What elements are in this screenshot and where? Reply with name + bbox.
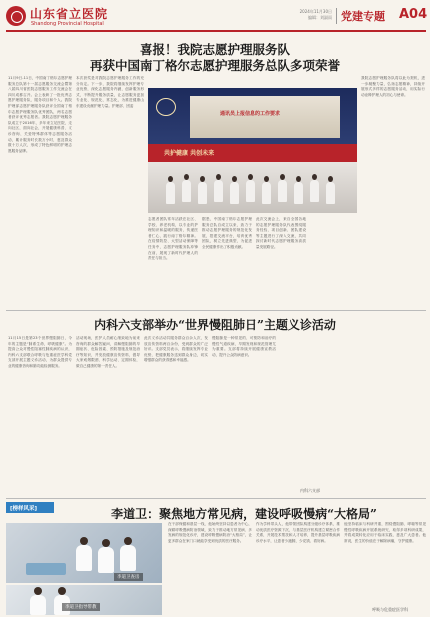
article1-column-3: 志愿者团队常年活跃在社区、学校、养老机构，以专业的护理知识和温暖的服务，传递医者仁心，践行南丁格尔精神。在疫情防控、大型活动保障等任务中，志愿护理服务队冲锋在前，展现了新时代护理人的责任与担当。 [148,217,198,261]
volunteer-group [148,162,357,213]
article1-column-4: 据悉，中国南丁格尔志愿护理服务总队自成立以来，致力于推动志愿护理服务的规范化发展，搭建交流平台，培育优秀团队，树立先进典型，为促进全民健康作出了积极贡献。 [202,217,252,249]
article1-column-5: 此次交流会上，来自全国各地的志愿护理服务队代表围绕服务经验、项目创新、团队建设等主题进行了深入交流，共同探讨新时代志愿护理服务高质量发展路径。 [256,217,306,249]
article1-headline-line2: 再获中国南丁格尔志愿护理服务总队多项荣誉 [89,58,340,73]
masthead-rule [6,30,426,32]
person-figure [278,180,287,202]
article2-headline: 内科六支部举办“世界慢阻肺日”主题义诊活动 [94,318,336,332]
section-title: 党建专题 [341,10,385,23]
doctor-figure [76,545,92,571]
issue-info [284,9,332,21]
brand-name-en: Shandong Provincial Hospital [31,21,104,27]
poster-screen-text: 通讯员上报信息的工作要求 [220,111,281,117]
column-tag [6,502,54,513]
issue-editor: 编辑：刘淑雨 [308,15,332,20]
person-figure [262,182,271,204]
person-figure [166,182,175,204]
person-figure [246,180,255,202]
person-figure [294,182,303,204]
column-tag-text: [榜样风采] [10,506,38,512]
page-number: A04 [399,7,428,22]
hospital-bed [26,563,66,575]
article2-column-3: 此次义诊活动共服务群众百余人次，发放宣传资料两百余份，受到群众的广泛好评。支部党员表示，将继续发挥专业优势，把健康服务送到群众身边，切实增强群众的获得感和幸福感。 [144,336,208,363]
article3-signature: 呼吸与危重症医学科 [372,607,408,612]
section-divider [6,310,426,311]
article3-column-2: 作为学科带头人，他带领团队构建分级诊疗体系，推动优质医疗资源下沉，与基层医疗机构建立紧密合作关系，开展技术帮扶和人才培养，提升基层呼吸疾病诊疗水平，让患者少跑腿、少花钱、看好病。 [256,522,340,543]
masthead-divider [336,8,337,24]
person-figure [230,182,239,204]
doctor-figure [30,595,46,615]
article2-column-4: 慢阻肺是一种常见的、可预防和治疗的慢性气道疾病，早期发现和规范管理尤为重要。支部将持续开展健康宣教活动，提升公众防病意识。 [212,336,276,357]
issue-date: 2024年11月30日 [299,9,332,14]
masthead [0,0,430,34]
article3-column-1: 在干部保健和基层一线，他始终坚持以患者为中心，深耕呼吸慢病防治领域，致力于推动地方常见病、多发病的规范化诊疗，建设呼吸慢病防治“大格局”，让更多群众在家门口就能享受到优质的医疗服务。 [168,522,252,543]
person-figure [214,180,223,202]
doctor-figure [120,545,136,571]
article3-headline: 李道卫：聚焦地方常见病，建设呼吸慢病“大格局” [111,507,377,521]
person-figure [326,182,335,204]
person-figure [310,180,319,202]
stage-screen [190,96,340,138]
article3-column-3: 他坚持临床与科研并重，围绕慢阻肺、哮喘等常见慢性呼吸疾病开展系统研究，取得多项科研成果，并将成果转化应用于临床实践，惠及广大患者。他常说，医生的价值在于解除病痛，守护健康。 [344,522,426,543]
doctor-figure [98,547,114,573]
article2-signature: 内科六支部 [300,488,320,493]
brand-name: 山东省立医院 [30,7,109,21]
photo-caption: 李道卫查房 [114,573,143,581]
photo-caption: 李道卫指导带教 [62,603,100,611]
article1-column-2: 本次获奖是对我院志愿护理服务工作的充分肯定。下一步，我院将继续发挥护理专业优势，深化志愿服务内涵，创新服务形式，不断提升服务质量，让志愿服务更加专业化、规范化、常态化，为推进健康山东建设贡献护理力量。护理部、团委 [76,76,144,108]
article2-column-2: 活动现场，医护人员耐心细致地为前来咨询的群众解答疑问，讲解慢阻肺的早期症状、危险因素、预防措施及规范治疗等知识，并发放健康宣传资料，倡导大家戒烟限酒、科学运动、定期体检，做自己健康的第一责任人。 [76,336,140,368]
article1-column-1: 11月9日-11日，中国南丁格尔志愿护理服务总队第十一届志愿服务交流会暨第八届四川省医院志愿服务工作交流会在四川成都召开。会上表彰了一批优秀志愿护理服务队、服务项目和个人。我院护理部志愿护理服务队获评全国南丁格尔志愿护理服务队优秀团队，两名志愿者获评优秀志愿者。我院志愿护理服务队成立于2016年，多年来立足医院，走向社区，面向社会，开展健康科普、义诊咨询、关爱特殊群体等志愿服务活动，累计服务时长数万小时，惠及群众数十万人次，形成了特色鲜明的护理志愿服务品牌。 [8,76,72,153]
article1-headline-line1: 喜报！我院志愿护理服务队 [139,42,290,57]
section-divider [6,498,426,499]
poster-banner-text: 共护健康 共创未来 [164,150,215,157]
article3-photo-rounds [6,523,162,583]
article2-column-1: 11月15日是第23个世界慢阻肺日，今年的主题是“肺系生命，呼吸健康”。为提高公众对慢性阻塞性肺疾病的认识，内科六支部联合呼吸与危重症医学科党支部开展主题义诊活动，为群众提供专业的健康咨询和肺功能检测服务。 [8,336,72,368]
article1-column-6: 我院志愿护理服务队将以此为契机，进一步凝聚力量，弘扬志愿精神，持续开展形式多样的志愿服务活动，用实际行动诠释护理人的初心与使命。 [361,76,425,97]
hospital-logo-icon [6,6,26,26]
article1-photo [148,88,357,213]
article3-photo-teaching [6,585,162,615]
person-figure [198,182,207,204]
person-figure [182,180,191,202]
emblem-icon [156,98,176,116]
